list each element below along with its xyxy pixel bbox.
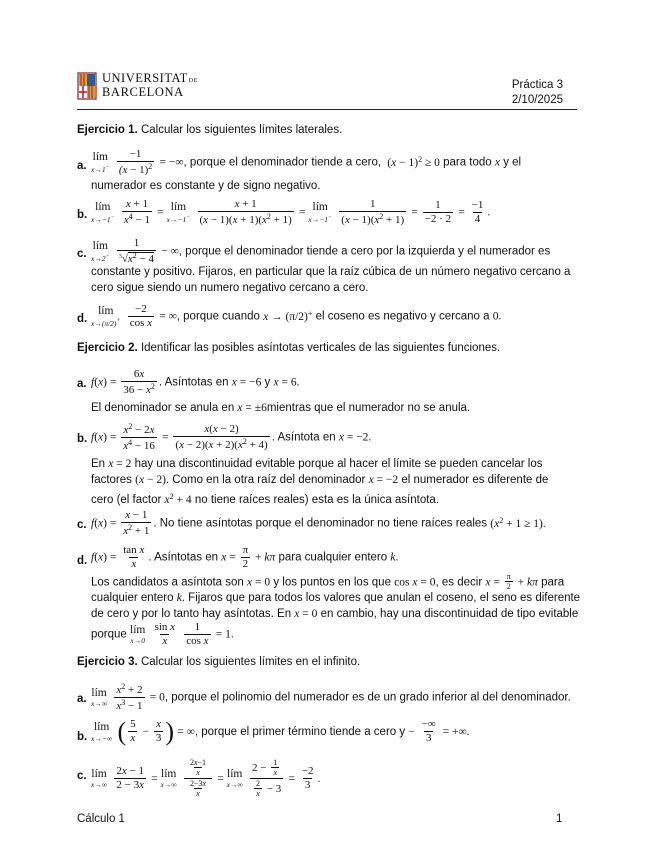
- ex2-d-line5: porque lím x→0 $\frac{\text{sin x}}{x}$ $\frac{1}{\text{cos x}}$ = 1.: [91, 621, 234, 647]
- ex1-a-line: lím x→1− $\frac{-1}{(x - 1)^2}$ = −∞, porque el denominador tiende a cero, $(x - 1)^2 \ge 0$ para todo x y el: [91, 148, 522, 176]
- ex2-b-line3: factores (x − 2). Como en la otra raíz del denominador x = −2 el numerador es diferente de: [91, 474, 549, 486]
- ex1-a-text4: numerador es constante y de signo negativo.: [91, 180, 321, 192]
- ex1-b-line: lím x→−1− $\frac{x + 1}{x^4 - 1}$ = lím x→−1− $\frac{x + 1}{(x - 1)(x + 1)(x^2 + 1)}$ = lím x→−1− $\frac{1}{(x - 1)(x^2 + 1)}$ = $\frac{1}{-2 \cdot 2}$ = $\frac{-1}{4}$ .: [91, 198, 491, 226]
- exercise-3-statement: Calcular los siguientes límites en el infinito.: [140, 656, 361, 668]
- ex1-a-text1: , porque el denominador tiende a cero,: [183, 156, 382, 169]
- ex3-b-line: lím x→−∞ ( $\frac{5}{x}$ − $\frac{x}{3}$ ) = ∞, porque el primer término tiende a cero y − $\frac{-\infty}{3}$ = +∞.: [91, 717, 470, 746]
- ex1-c-text3: cero sigue siendo un numero negativo cercano a cero.: [91, 282, 369, 294]
- logo-line2: BARCELONA: [102, 85, 184, 99]
- ex2-b-text5: . Como en la otra raíz del denominador: [165, 474, 366, 486]
- ex2-d-label: d.: [77, 555, 88, 567]
- ex1-c-text1: , porque el denominador tiende a cero por la izquierda y el numerador es: [178, 245, 551, 258]
- ex2-d-line: f(x) = $\frac{\text{tan x}}{x}$ . Asíntotas en x = $\frac{\pi}{2}$ + kπ para cualquier entero k.: [91, 544, 399, 570]
- ex1-c-line: lím x→2− $\frac{1}{^3√x^2 - 4}$ − ∞, porque el denominador tiende a cero por la izquierda y el numerador es: [91, 237, 551, 265]
- limit-symbol: lím x→1−: [91, 150, 110, 175]
- ex2-b-label: b.: [77, 433, 88, 445]
- limit-symbol: lím x→∞: [91, 767, 108, 790]
- limit-symbol: lím x→−1−: [91, 200, 115, 225]
- ex1-a-label: a.: [77, 160, 87, 172]
- ex2-b-text2: En: [91, 458, 106, 470]
- ex1-c-text2: constante y positivo. Fijaros, en particular que la raíz cúbica de un número negativo cercano a: [91, 266, 571, 278]
- practice-title: Práctica 3: [511, 79, 563, 91]
- ex3-a-text1: , porque el polinomio del numerador es de un grado inferior al del denominador.: [164, 691, 571, 704]
- ex1-c-label: c.: [77, 248, 87, 260]
- ex2-d-text10: en cambio, hay una discontinuidad de tipo evitable: [320, 608, 579, 620]
- university-logo: [77, 71, 207, 101]
- ex2-b-text6: el numerador es diferente de: [401, 474, 549, 486]
- ex1-a-text2: para todo: [443, 156, 492, 169]
- ex3-b-label: b.: [77, 731, 88, 743]
- ex2-a-label: a.: [77, 378, 87, 390]
- header-rule: [77, 109, 577, 110]
- ex2-d-text2: para cualquier entero: [278, 551, 388, 564]
- practice-date: 2/10/2025: [511, 94, 563, 106]
- exercise-2-title: Ejercicio 2.: [77, 342, 138, 354]
- ex2-d-text3: Los candidatos a asíntota son: [91, 576, 244, 589]
- ex2-b-text3: hay una discontinuidad evitable porque al hacer el límite se pueden cancelar los: [134, 458, 543, 470]
- ex2-b-text7: cero (el factor: [91, 494, 162, 506]
- ex2-a-line: f(x) = $\frac{6x}{36 - x^2}$ . Asíntotas en x = −6 y x = 6.: [91, 368, 300, 396]
- ex2-d-text11: porque: [91, 628, 127, 641]
- fraction: $\frac{-1}{(x - 1)^2}$: [118, 148, 153, 176]
- ex2-d-line3: cualquier entero k. Fijaros que para todos los valores que anulan el coseno, el seno es diferente: [91, 592, 581, 604]
- ex2-b-text4: factores: [91, 474, 132, 486]
- ex2-d-line2: Los candidatos a asíntota son x = 0 y los puntos en los que cos x = 0, es decir x = $\frac{\pi}{2}$ + kπ para: [91, 572, 565, 592]
- ex1-d-label: d.: [77, 313, 88, 325]
- ex2-d-text4: y los puntos en los que: [273, 576, 391, 589]
- ex2-b-text1: . Asíntota en: [271, 431, 336, 444]
- ex2-d-text9: de cero y por lo tanto hay asíntotas. En: [91, 608, 292, 620]
- ex2-a-text3: mientras que el numerador no se anula.: [266, 402, 471, 414]
- ex2-d-text5: , es decir: [435, 576, 483, 589]
- exercise-2-heading: [77, 342, 500, 354]
- limit-symbol: lím x→2−: [91, 239, 110, 264]
- footer-page-number: 1: [556, 813, 563, 825]
- footer-course: Cálculo 1: [77, 813, 125, 825]
- ex3-a-line: lím x→∞ $\frac{x^2 + 2}{x^3 - 1}$ = 0, porque el polinomio del numerador es de un grado inferior al del denominador.: [91, 682, 571, 712]
- ex1-b-label: b.: [77, 209, 88, 221]
- ex2-a-text1: . Asíntotas en: [158, 376, 229, 389]
- ex2-d-text1: . Asíntotas en: [148, 551, 219, 564]
- ex2-d-line4: de cero y por lo tanto hay asíntotas. En x = 0 en cambio, hay una discontinuidad de tipo evitable: [91, 608, 579, 620]
- ex1-d-text2: el coseno es negativo y cercano a: [315, 310, 490, 323]
- exercise-1-heading: [77, 124, 342, 136]
- ex2-d-text8: . Fijaros que para todos los valores que anulan el coseno, el seno es diferente: [181, 592, 581, 604]
- ex3-a-label: a.: [77, 693, 87, 705]
- ex2-c-text1: . No tiene asíntotas porque el denominador no tiene raíces reales: [153, 517, 488, 530]
- ex2-b-line: f(x) = $\frac{x^2 - 2x}{x^4 - 16}$ = $\frac{x(x - 2)}{(x - 2)(x + 2)(x^2 + 4)}$ . Asíntota en x = −2.: [91, 422, 372, 452]
- ex2-b-text8: no tiene raíces reales) esta es la única asíntota.: [194, 494, 440, 506]
- ex3-b-text1: , porque el primer término tiende a cero y: [194, 726, 406, 739]
- ex2-b-line2: En x = 2 hay una discontinuidad evitable porque al hacer el límite se pueden cancelar los: [91, 458, 543, 470]
- ex1-a-text3: y el: [503, 156, 522, 169]
- ex2-d-text6: para: [541, 576, 565, 589]
- logo-line1: UNIVERSITAT: [102, 71, 188, 85]
- ex3-c-label: c.: [77, 770, 87, 782]
- ex2-a-text2: El denominador se anula en: [91, 402, 235, 414]
- exercise-3-title: Ejercicio 3.: [77, 656, 138, 668]
- ex2-a-y: y: [264, 376, 271, 389]
- university-crest-icon: [77, 72, 97, 100]
- ex1-d-zero: 0.: [492, 310, 502, 323]
- limit-symbol: lím x→∞: [91, 686, 108, 709]
- ex1-d-text1: , porque cuando: [176, 310, 260, 323]
- exercise-3-heading: [77, 656, 360, 668]
- exercise-1-title: Ejercicio 1.: [77, 124, 138, 136]
- ex1-d-line: lím x→(π/2)+ $\frac{-2}{\text{cos x}}$ = ∞, porque cuando x → (π/2)+ el coseno es negativo y cercano a 0.: [91, 303, 502, 329]
- ex2-b-line4: cero (el factor $x^2 + 4$ no tiene raíces reales) esta es la única asíntota.: [91, 492, 440, 506]
- ex2-c-label: c.: [77, 519, 87, 531]
- ex2-c-line: f(x) = $\frac{x - 1}{x^2 + 1}$ . No tiene asíntotas porque el denominador no tiene raíces reales $(x^2 + 1 \ge 1)$.: [91, 509, 546, 537]
- exercise-1-statement: Calcular los siguientes límites laterales.: [140, 124, 343, 136]
- limit-symbol: lím x→(π/2)+: [91, 304, 121, 329]
- ex2-a-line2: El denominador se anula en x = ±6mientras que el numerador no se anula.: [91, 402, 471, 414]
- ex3-c-line: lím x→∞ $\frac{2x - 1}{2 - 3x}$ = lím x→∞ $\frac{\frac{2x-1}{x}}{\frac{2-3x}{x}}$ = lím x→∞ 2 − $\frac{1}{x}$ $\frac{2}{x}$ − 3 = $\frac{-2}{3}$ .: [91, 758, 321, 799]
- ex2-d-text7: cualquier entero: [91, 592, 174, 604]
- exercise-2-statement: Identificar las posibles asíntotas verticales de las siguientes funciones.: [140, 342, 501, 354]
- logo-de: DE: [188, 78, 198, 84]
- limit-symbol: lím x→−∞: [91, 721, 113, 743]
